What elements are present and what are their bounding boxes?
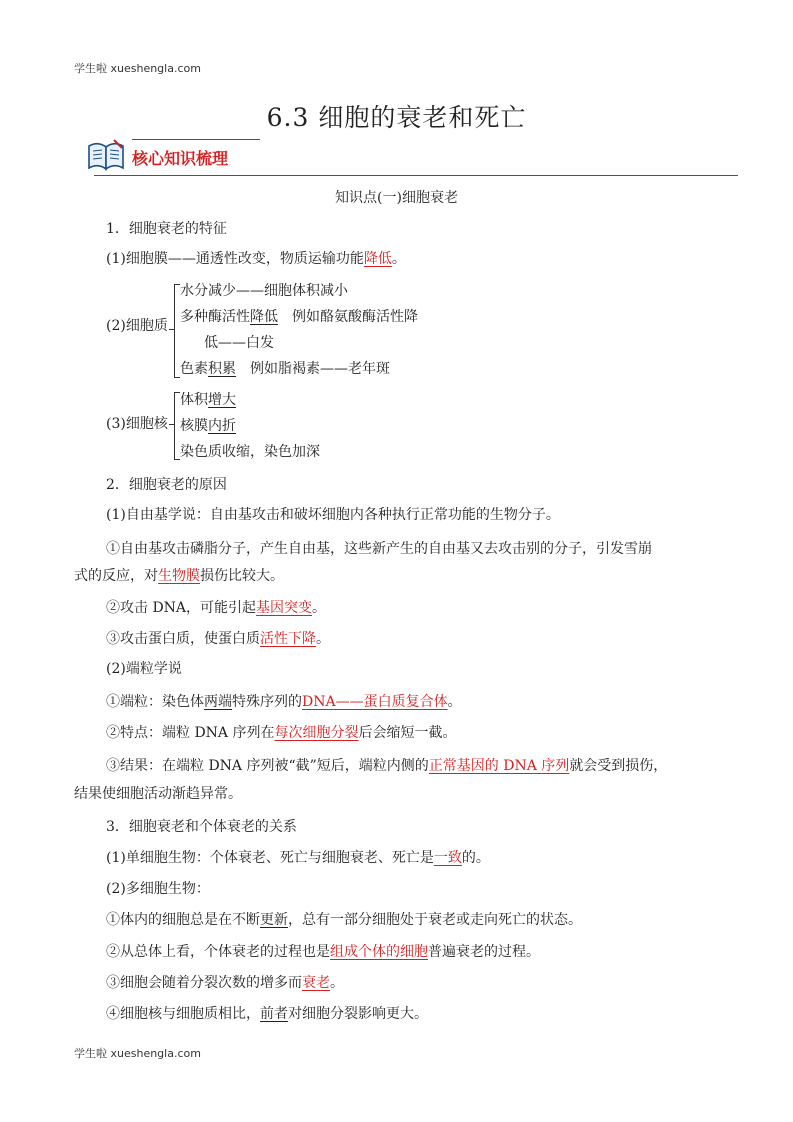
underlined-text: 降低 (250, 309, 278, 325)
answer-highlight: 基因突变 (256, 600, 313, 616)
underlined-text: 前者 (260, 1006, 288, 1022)
text: 后会缩短一截。 (358, 725, 457, 741)
text: 。 (447, 694, 462, 710)
text: 对细胞分裂影响更大。 (288, 1006, 428, 1022)
free-radical-1-line-2 (74, 566, 284, 586)
nucleus-item-3: 染色质收缩，染色加深 (180, 444, 320, 460)
text: 。 (330, 975, 344, 991)
nucleus-label: (3)细胞核 (106, 416, 168, 432)
heading-1: 1．细胞衰老的特征 (106, 221, 227, 237)
text: ①体内的细胞总是在不断 (106, 912, 260, 928)
underlined-text: 内折 (208, 418, 236, 434)
cytoplasm-brace-tip (169, 329, 174, 330)
nucleus-brace-tip (169, 424, 174, 425)
cytoplasm-item-2 (180, 307, 418, 327)
answer-highlight: 衰老 (302, 975, 330, 991)
heading-2: 2．细胞衰老的原因 (106, 477, 227, 493)
cytoplasm-item-2-cont: 低——白发 (204, 335, 274, 351)
book-icon (86, 138, 126, 172)
subheading: 知识点(一)细胞衰老 (335, 190, 458, 206)
text: 。 (391, 251, 406, 267)
nucleus-item-2 (180, 416, 236, 436)
nucleus-item-1 (180, 390, 236, 410)
underlined-text: 更新 (260, 912, 288, 928)
free-radical-theory: (1)自由基学说：自由基攻击和破坏细胞内各种执行正常功能的生物分子。 (106, 507, 560, 523)
multi-cell-heading: (2)多细胞生物： (106, 881, 210, 897)
text: 核膜 (180, 418, 208, 434)
text: 多种酶活性 (180, 309, 250, 325)
text: 的。 (461, 850, 490, 866)
text: ②特点：端粒 DNA 序列在 (106, 725, 275, 741)
cytoplasm-item-1: 水分减少——细胞体积减小 (180, 283, 348, 299)
site-footer: 学生啦 xueshengla.com (74, 1047, 201, 1060)
text: (1)单细胞生物：个体衰老、死亡与细胞衰老、死亡是 (106, 850, 434, 866)
cytoplasm-label: (2)细胞质 (106, 318, 168, 334)
text: 式的反应，对 (74, 568, 158, 584)
answer-highlight: 生物膜 (158, 568, 200, 584)
multi-cell-2 (106, 942, 540, 962)
text: ③攻击蛋白质，使蛋白质 (106, 631, 260, 647)
free-radical-2 (106, 598, 326, 618)
text: 就会受到损伤， (569, 758, 668, 774)
text: ③结果：在端粒 DNA 序列被“截”短后，端粒内侧的 (106, 758, 429, 774)
text: ①端粒：染色体 (106, 694, 204, 710)
site-header: 学生啦 xueshengla.com (74, 62, 201, 75)
telomere-3-line-2: 结果使细胞活动渐趋异常。 (74, 786, 242, 802)
telomere-3-line-1 (106, 756, 667, 776)
single-cell-line (106, 848, 490, 868)
section-label: 核心知识梳理 (132, 149, 229, 168)
text: ②从总体上看，个体衰老的过程也是 (106, 944, 330, 960)
text: ，总有一部分细胞处于衰老或走向死亡的状态。 (288, 912, 582, 928)
answer-highlight: 活性下降 (260, 631, 316, 647)
multi-cell-4 (106, 1004, 428, 1024)
text: 例如脂褐素——老年斑 (236, 361, 390, 377)
multi-cell-3 (106, 973, 344, 993)
text: 例如酪氨酸酶活性降 (278, 309, 418, 325)
answer-highlight: 正常基因的 DNA 序列 (428, 758, 570, 774)
answer-highlight: DNA——蛋白质复合体 (302, 694, 448, 710)
text: 体积 (180, 392, 208, 408)
answer-highlight: 一致 (433, 850, 462, 866)
text: 损伤比较大。 (200, 568, 284, 584)
section-rule-bottom (94, 175, 738, 176)
section-header (86, 134, 738, 178)
telomere-1 (106, 692, 462, 712)
text: 。 (316, 631, 330, 647)
answer-highlight: 组成个体的细胞 (330, 944, 428, 960)
answer-highlight: 每次细胞分裂 (274, 725, 359, 741)
text: ③细胞会随着分裂次数的增多而 (106, 975, 302, 991)
cytoplasm-item-3 (180, 359, 390, 379)
free-radical-3 (106, 629, 330, 649)
telomere-2 (106, 723, 457, 743)
text: ④细胞核与细胞质相比， (106, 1006, 260, 1022)
text: (1)细胞膜——通透性改变，物质运输功能 (106, 251, 364, 267)
text: ②攻击 DNA，可能引起 (106, 600, 257, 616)
telomere-theory: (2)端粒学说 (106, 661, 182, 677)
membrane-line (106, 249, 406, 269)
multi-cell-1 (106, 910, 582, 930)
page-title: 6.3 细胞的衰老和死亡 (266, 103, 527, 132)
text: 普遍衰老的过程。 (428, 944, 540, 960)
text: 。 (312, 600, 327, 616)
underlined-text: 两端 (204, 694, 232, 710)
text: 特殊序列的 (232, 694, 302, 710)
section-rule-top (132, 139, 260, 140)
text: 色素 (180, 361, 208, 377)
underlined-text: 积累 (208, 361, 236, 377)
answer-highlight: 降低 (363, 251, 392, 267)
heading-3: 3．细胞衰老和个体衰老的关系 (106, 819, 297, 835)
underlined-text: 增大 (208, 392, 236, 408)
free-radical-1-line-1: ①自由基攻击磷脂分子，产生自由基，这些新产生的自由基又去攻击别的分子，引发雪崩 (106, 541, 652, 557)
